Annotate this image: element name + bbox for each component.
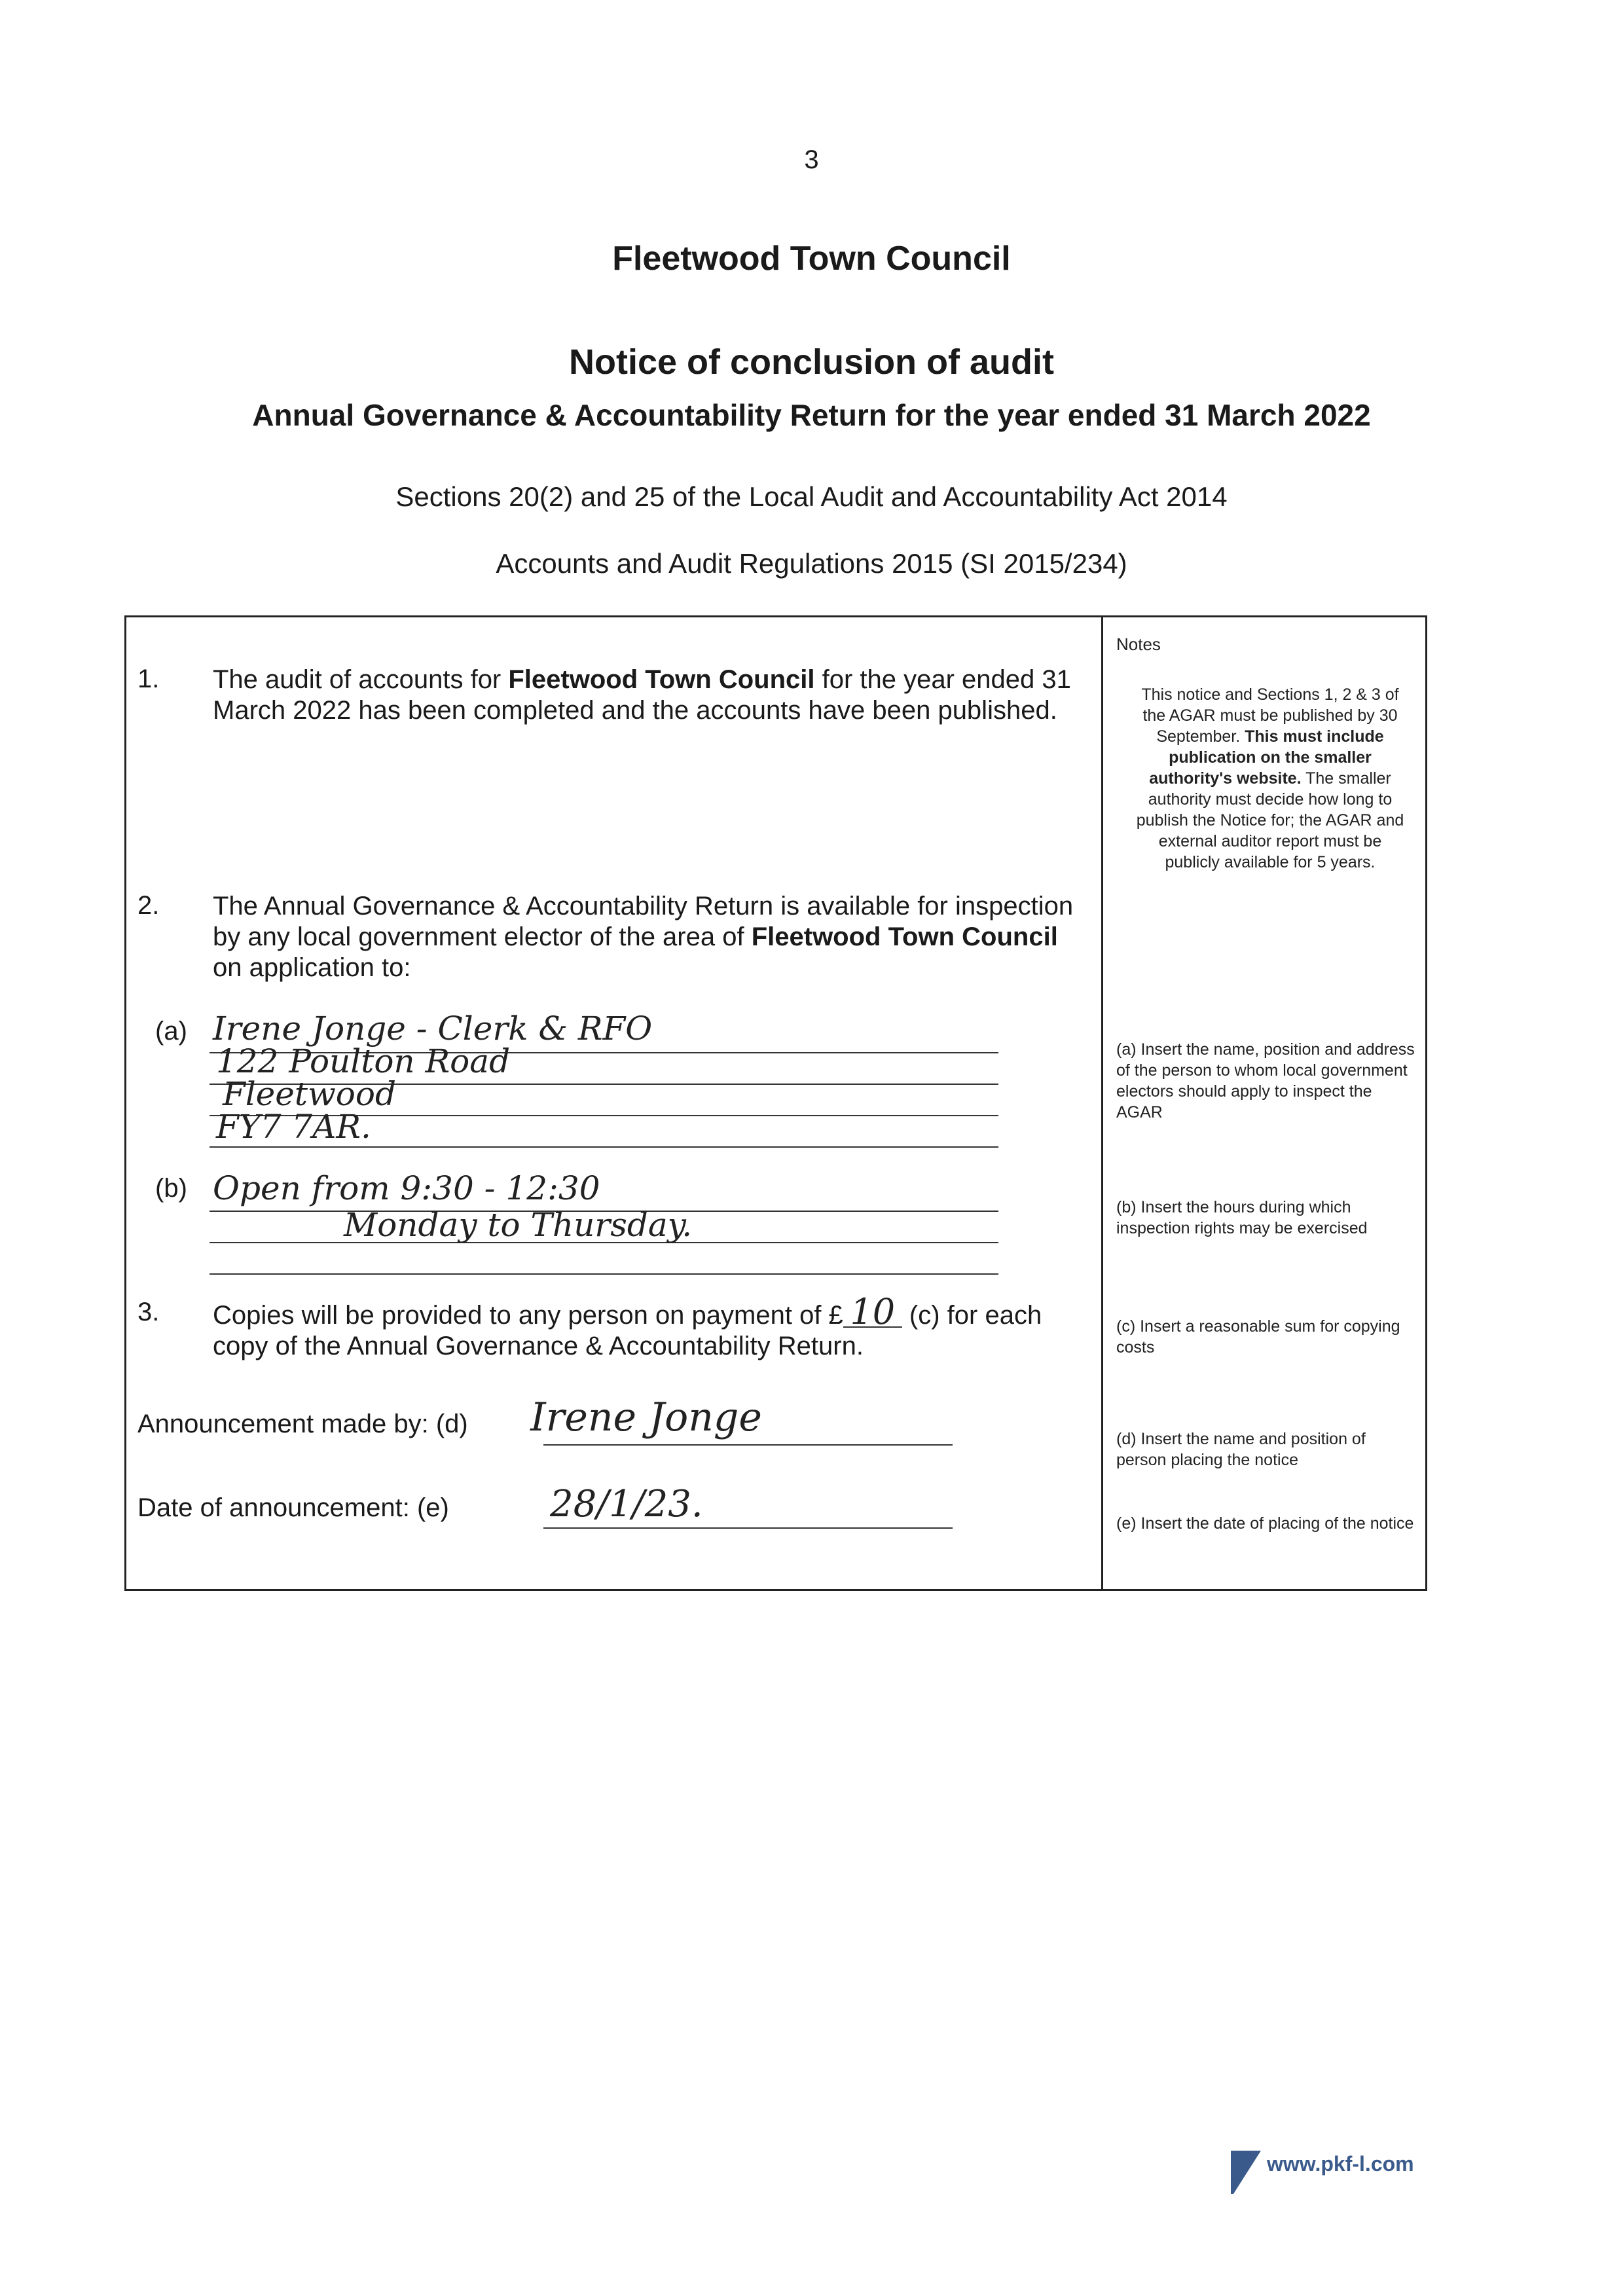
- statute-line-2: Accounts and Audit Regulations 2015 (SI 2015/234): [496, 548, 1127, 579]
- note-e: (e) Insert the date of placing of the notice: [1116, 1514, 1414, 1533]
- note-a: (a) Insert the name, position and address of the person to whom local government electors should apply to inspect the AGAR: [1116, 1040, 1415, 1121]
- announcement-signature: Irene Jonge: [530, 1394, 762, 1440]
- field-a-label: (a): [155, 1017, 187, 1046]
- page-number: 3: [804, 145, 819, 174]
- council-title: Fleetwood Town Council: [612, 240, 1011, 278]
- notes-heading: Notes: [1116, 634, 1161, 654]
- item-1-text: The audit of accounts for Fleetwood Town Council for the year ended 31 March 2022 has been completed and the accounts have been published.: [213, 665, 1071, 725]
- announcement-date-value: 28/1/23.: [550, 1483, 703, 1525]
- note-b: (b) Insert the hours during which inspection rights may be exercised: [1116, 1198, 1368, 1237]
- announcement-made-by-line: [543, 1444, 953, 1446]
- notes-column-divider: [1101, 615, 1103, 1591]
- return-title: Annual Governance & Accountability Return for the year ended 31 March 2022: [252, 398, 1371, 432]
- field-b-label: (b): [155, 1174, 187, 1203]
- item-3-number: 3.: [137, 1298, 160, 1326]
- item-2-text: The Annual Governance & Accountability Return is available for inspection by any local government elector of the area of Fleetwood Town Council on application to:: [213, 892, 1074, 982]
- field-a-handwritten-line-3: Fleetwood: [223, 1075, 396, 1113]
- announcement-date-label: Date of announcement: (e): [137, 1493, 449, 1522]
- notes-general: This notice and Sections 1, 2 & 3 of the AGAR must be published by 30 September. This must include publication on the smaller authority's website. The smaller authority must decide how long to publish the Notice for; the AGAR and external auditor report must be publicly available for 5 years.: [1136, 685, 1404, 871]
- copy-fee-amount: 10: [843, 1298, 902, 1328]
- field-b-handwritten-line-1: Open from 9:30 - 12:30: [213, 1169, 600, 1207]
- field-a-handwritten-line-1: Irene Jonge - Clerk & RFO: [213, 1010, 653, 1048]
- field-b-line-3: [210, 1273, 998, 1275]
- field-a-line-4: [210, 1146, 998, 1148]
- notice-title: Notice of conclusion of audit: [569, 342, 1054, 382]
- item-2-number: 2.: [137, 891, 160, 920]
- pkf-logo-icon: [1230, 2149, 1262, 2195]
- item-1-council: Fleetwood Town Council: [508, 665, 815, 694]
- item-3-text: Copies will be provided to any person on payment of £ 10 (c) for each copy of the Annual Governance & Accountability Return.: [213, 1291, 1042, 1360]
- announcement-date-line: [543, 1527, 953, 1529]
- notes-general-bold: This must include publication on the smaller authority's website.: [1149, 727, 1384, 788]
- note-c: (c) Insert a reasonable sum for copying costs: [1116, 1317, 1400, 1357]
- statute-line-1: Sections 20(2) and 25 of the Local Audit and Accountability Act 2014: [395, 481, 1228, 512]
- field-a-handwritten-line-2: 122 Poulton Road: [216, 1042, 511, 1080]
- announcement-made-by-label: Announcement made by: (d): [137, 1410, 468, 1438]
- item-2-council: Fleetwood Town Council: [751, 922, 1058, 951]
- footer-url[interactable]: www.pkf-l.com: [1267, 2152, 1414, 2176]
- note-d: (d) Insert the name and position of person placing the notice: [1116, 1430, 1366, 1469]
- field-a-handwritten-line-4: FY7 7AR.: [216, 1108, 371, 1146]
- item-1-number: 1.: [137, 665, 160, 693]
- field-b-handwritten-line-2: Monday to Thursday.: [344, 1206, 693, 1244]
